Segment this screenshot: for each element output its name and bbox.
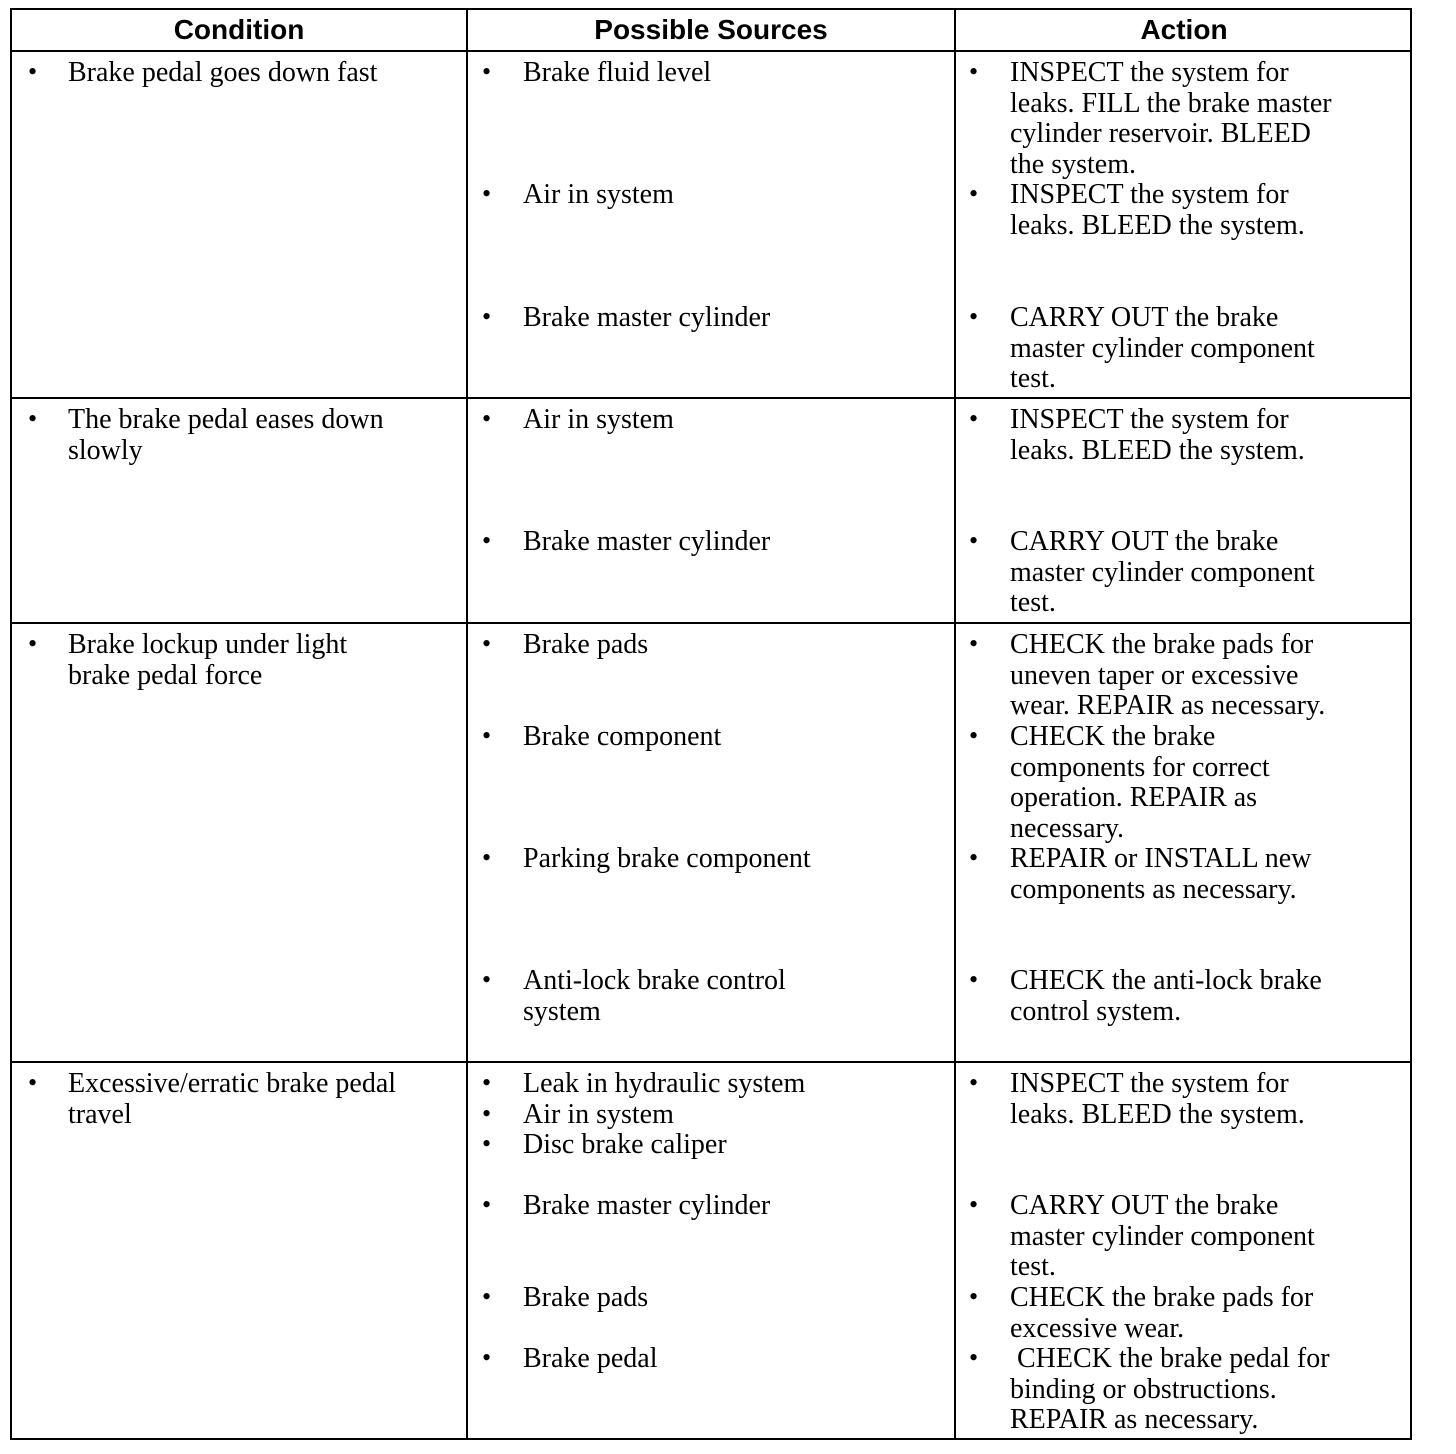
header-divider <box>12 50 1410 52</box>
possible-source <box>523 1130 727 1161</box>
possible-source-line: system <box>523 995 601 1027</box>
action-text-line: operation. REPAIR as <box>1010 782 1258 814</box>
action-text-line: CHECK the brake pads for <box>1010 629 1314 660</box>
bullet-icon: • <box>482 1129 492 1158</box>
bullet-icon: • <box>482 302 492 331</box>
row-divider <box>12 1061 1410 1063</box>
bullet-icon: • <box>969 179 979 208</box>
header-possible-sources: Possible Sources <box>594 14 828 45</box>
condition-cell-line: brake pedal force <box>68 659 263 691</box>
bullet-icon: • <box>969 1282 979 1311</box>
bullet-icon: • <box>969 1343 979 1372</box>
bullet-icon: • <box>482 1099 492 1128</box>
action-text-line: necessary. <box>1010 812 1125 844</box>
possible-source-line: Brake master cylinder <box>523 526 771 557</box>
possible-source <box>523 966 786 1027</box>
bullet-icon: • <box>969 721 979 750</box>
action-text-line: excessive wear. <box>1010 1312 1185 1344</box>
possible-source-line: Brake pedal <box>523 1343 658 1374</box>
action-text <box>1010 1344 1330 1436</box>
bullet-icon: • <box>969 302 979 331</box>
condition-cell-line: Brake lockup under light <box>68 629 348 660</box>
action-text <box>1010 630 1325 722</box>
possible-source <box>523 844 811 875</box>
action-text-line: CHECK the anti-lock brake <box>1010 965 1322 996</box>
condition-cell-line: travel <box>68 1098 132 1130</box>
possible-source <box>523 1100 674 1131</box>
row-divider <box>12 622 1410 624</box>
action-text-line: test. <box>1010 363 1056 395</box>
action-text-line: the system. <box>1010 148 1136 180</box>
action-text <box>1010 1069 1305 1130</box>
possible-source-line: Brake component <box>523 721 722 752</box>
bullet-icon: • <box>482 1190 492 1219</box>
action-text-line: wear. REPAIR as necessary. <box>1010 690 1326 722</box>
condition-cell <box>68 58 377 89</box>
bullet-icon: • <box>482 843 492 872</box>
possible-source-line: Disc brake caliper <box>523 1129 727 1160</box>
bullet-icon: • <box>482 1068 492 1097</box>
possible-source <box>523 1283 648 1314</box>
action-text-line: uneven taper or excessive <box>1010 659 1299 691</box>
action-text-line: leaks. BLEED the system. <box>1010 209 1305 241</box>
possible-source <box>523 630 648 661</box>
bullet-icon: • <box>482 179 492 208</box>
possible-source <box>523 1344 658 1375</box>
action-text-line: control system. <box>1010 995 1182 1027</box>
possible-source-line: Brake pads <box>523 1282 649 1313</box>
possible-source-line: Brake pads <box>523 629 649 660</box>
possible-source-line: Air in system <box>523 1099 674 1130</box>
bullet-icon: • <box>969 1068 979 1097</box>
troubleshooting-table <box>10 8 1412 1440</box>
action-text-line: INSPECT the system for <box>1010 1068 1289 1099</box>
possible-source-line: Parking brake component <box>523 843 811 874</box>
bullet-icon: • <box>482 629 492 658</box>
action-text-line: leaks. BLEED the system. <box>1010 1098 1305 1130</box>
possible-source-line: Anti-lock brake control <box>523 965 786 996</box>
action-text <box>1010 722 1270 844</box>
action-text-line: INSPECT the system for <box>1010 179 1289 210</box>
possible-source <box>523 1191 770 1222</box>
action-text-line: CARRY OUT the brake <box>1010 302 1279 333</box>
condition-cell <box>68 630 347 691</box>
action-text-line: REPAIR or INSTALL new <box>1010 843 1312 874</box>
bullet-icon: • <box>969 57 979 86</box>
bullet-icon: • <box>28 404 38 433</box>
possible-source-line: Brake fluid level <box>523 57 712 88</box>
action-text <box>1010 180 1305 241</box>
bullet-icon: • <box>969 843 979 872</box>
action-text <box>1010 58 1332 180</box>
header-condition: Condition <box>173 14 305 45</box>
action-text <box>1010 303 1315 395</box>
condition-cell-line: Excessive/erratic brake pedal <box>68 1068 397 1099</box>
action-text-line: leaks. BLEED the system. <box>1010 434 1305 466</box>
action-text <box>1010 405 1305 466</box>
action-text-line: REPAIR as necessary. <box>1010 1404 1259 1436</box>
possible-source <box>523 58 711 89</box>
action-text-line: CHECK the brake pads for <box>1010 1282 1314 1313</box>
possible-source <box>523 405 674 436</box>
action-text-line: master cylinder component <box>1010 1220 1315 1252</box>
action-text <box>1010 527 1315 619</box>
possible-source-line: Brake master cylinder <box>523 302 771 333</box>
possible-source <box>523 722 721 753</box>
column-divider <box>954 10 956 1438</box>
bullet-icon: • <box>969 404 979 433</box>
action-text-line: CHECK the brake pedal for <box>1010 1343 1330 1374</box>
bullet-icon: • <box>482 1343 492 1372</box>
bullet-icon: • <box>482 721 492 750</box>
action-text-line: CARRY OUT the brake <box>1010 1190 1279 1221</box>
action-text-line: INSPECT the system for <box>1010 404 1289 435</box>
header-action: Action <box>1140 14 1228 45</box>
bullet-icon: • <box>969 526 979 555</box>
possible-source-line: Brake master cylinder <box>523 1190 771 1221</box>
possible-source <box>523 527 770 558</box>
possible-source <box>523 303 770 334</box>
action-text-line: master cylinder component <box>1010 332 1315 364</box>
action-text-line: INSPECT the system for <box>1010 57 1289 88</box>
condition-cell-line: Brake pedal goes down fast <box>68 57 378 88</box>
action-text <box>1010 966 1322 1027</box>
column-divider <box>466 10 468 1438</box>
action-text <box>1010 1283 1313 1344</box>
action-text <box>1010 1191 1315 1283</box>
action-text-line: leaks. FILL the brake master <box>1010 87 1332 119</box>
action-text-line: components as necessary. <box>1010 873 1297 905</box>
action-text-line: binding or obstructions. <box>1010 1373 1277 1405</box>
bullet-icon: • <box>482 57 492 86</box>
bullet-icon: • <box>28 57 38 86</box>
condition-cell-line: The brake pedal eases down <box>68 404 384 435</box>
bullet-icon: • <box>969 1190 979 1219</box>
action-text-line: components for correct <box>1010 751 1270 783</box>
bullet-icon: • <box>969 629 979 658</box>
action-text-line: test. <box>1010 587 1056 619</box>
condition-cell-line: slowly <box>68 434 143 466</box>
condition-cell <box>68 405 384 466</box>
action-text-line: cylinder reservoir. BLEED <box>1010 118 1311 150</box>
possible-source-line: Air in system <box>523 404 674 435</box>
possible-source <box>523 1069 805 1100</box>
action-text-line: master cylinder component <box>1010 556 1315 588</box>
action-text-line: CARRY OUT the brake <box>1010 526 1279 557</box>
bullet-icon: • <box>482 526 492 555</box>
bullet-icon: • <box>482 404 492 433</box>
action-text-line: test. <box>1010 1251 1056 1283</box>
action-text-line: CHECK the brake <box>1010 721 1216 752</box>
possible-source <box>523 180 674 211</box>
action-text <box>1010 844 1311 905</box>
bullet-icon: • <box>969 965 979 994</box>
possible-source-line: Leak in hydraulic system <box>523 1068 806 1099</box>
row-divider <box>12 397 1410 399</box>
condition-cell <box>68 1069 396 1130</box>
bullet-icon: • <box>28 1068 38 1097</box>
possible-source-line: Air in system <box>523 179 674 210</box>
bullet-icon: • <box>28 629 38 658</box>
bullet-icon: • <box>482 965 492 994</box>
bullet-icon: • <box>482 1282 492 1311</box>
